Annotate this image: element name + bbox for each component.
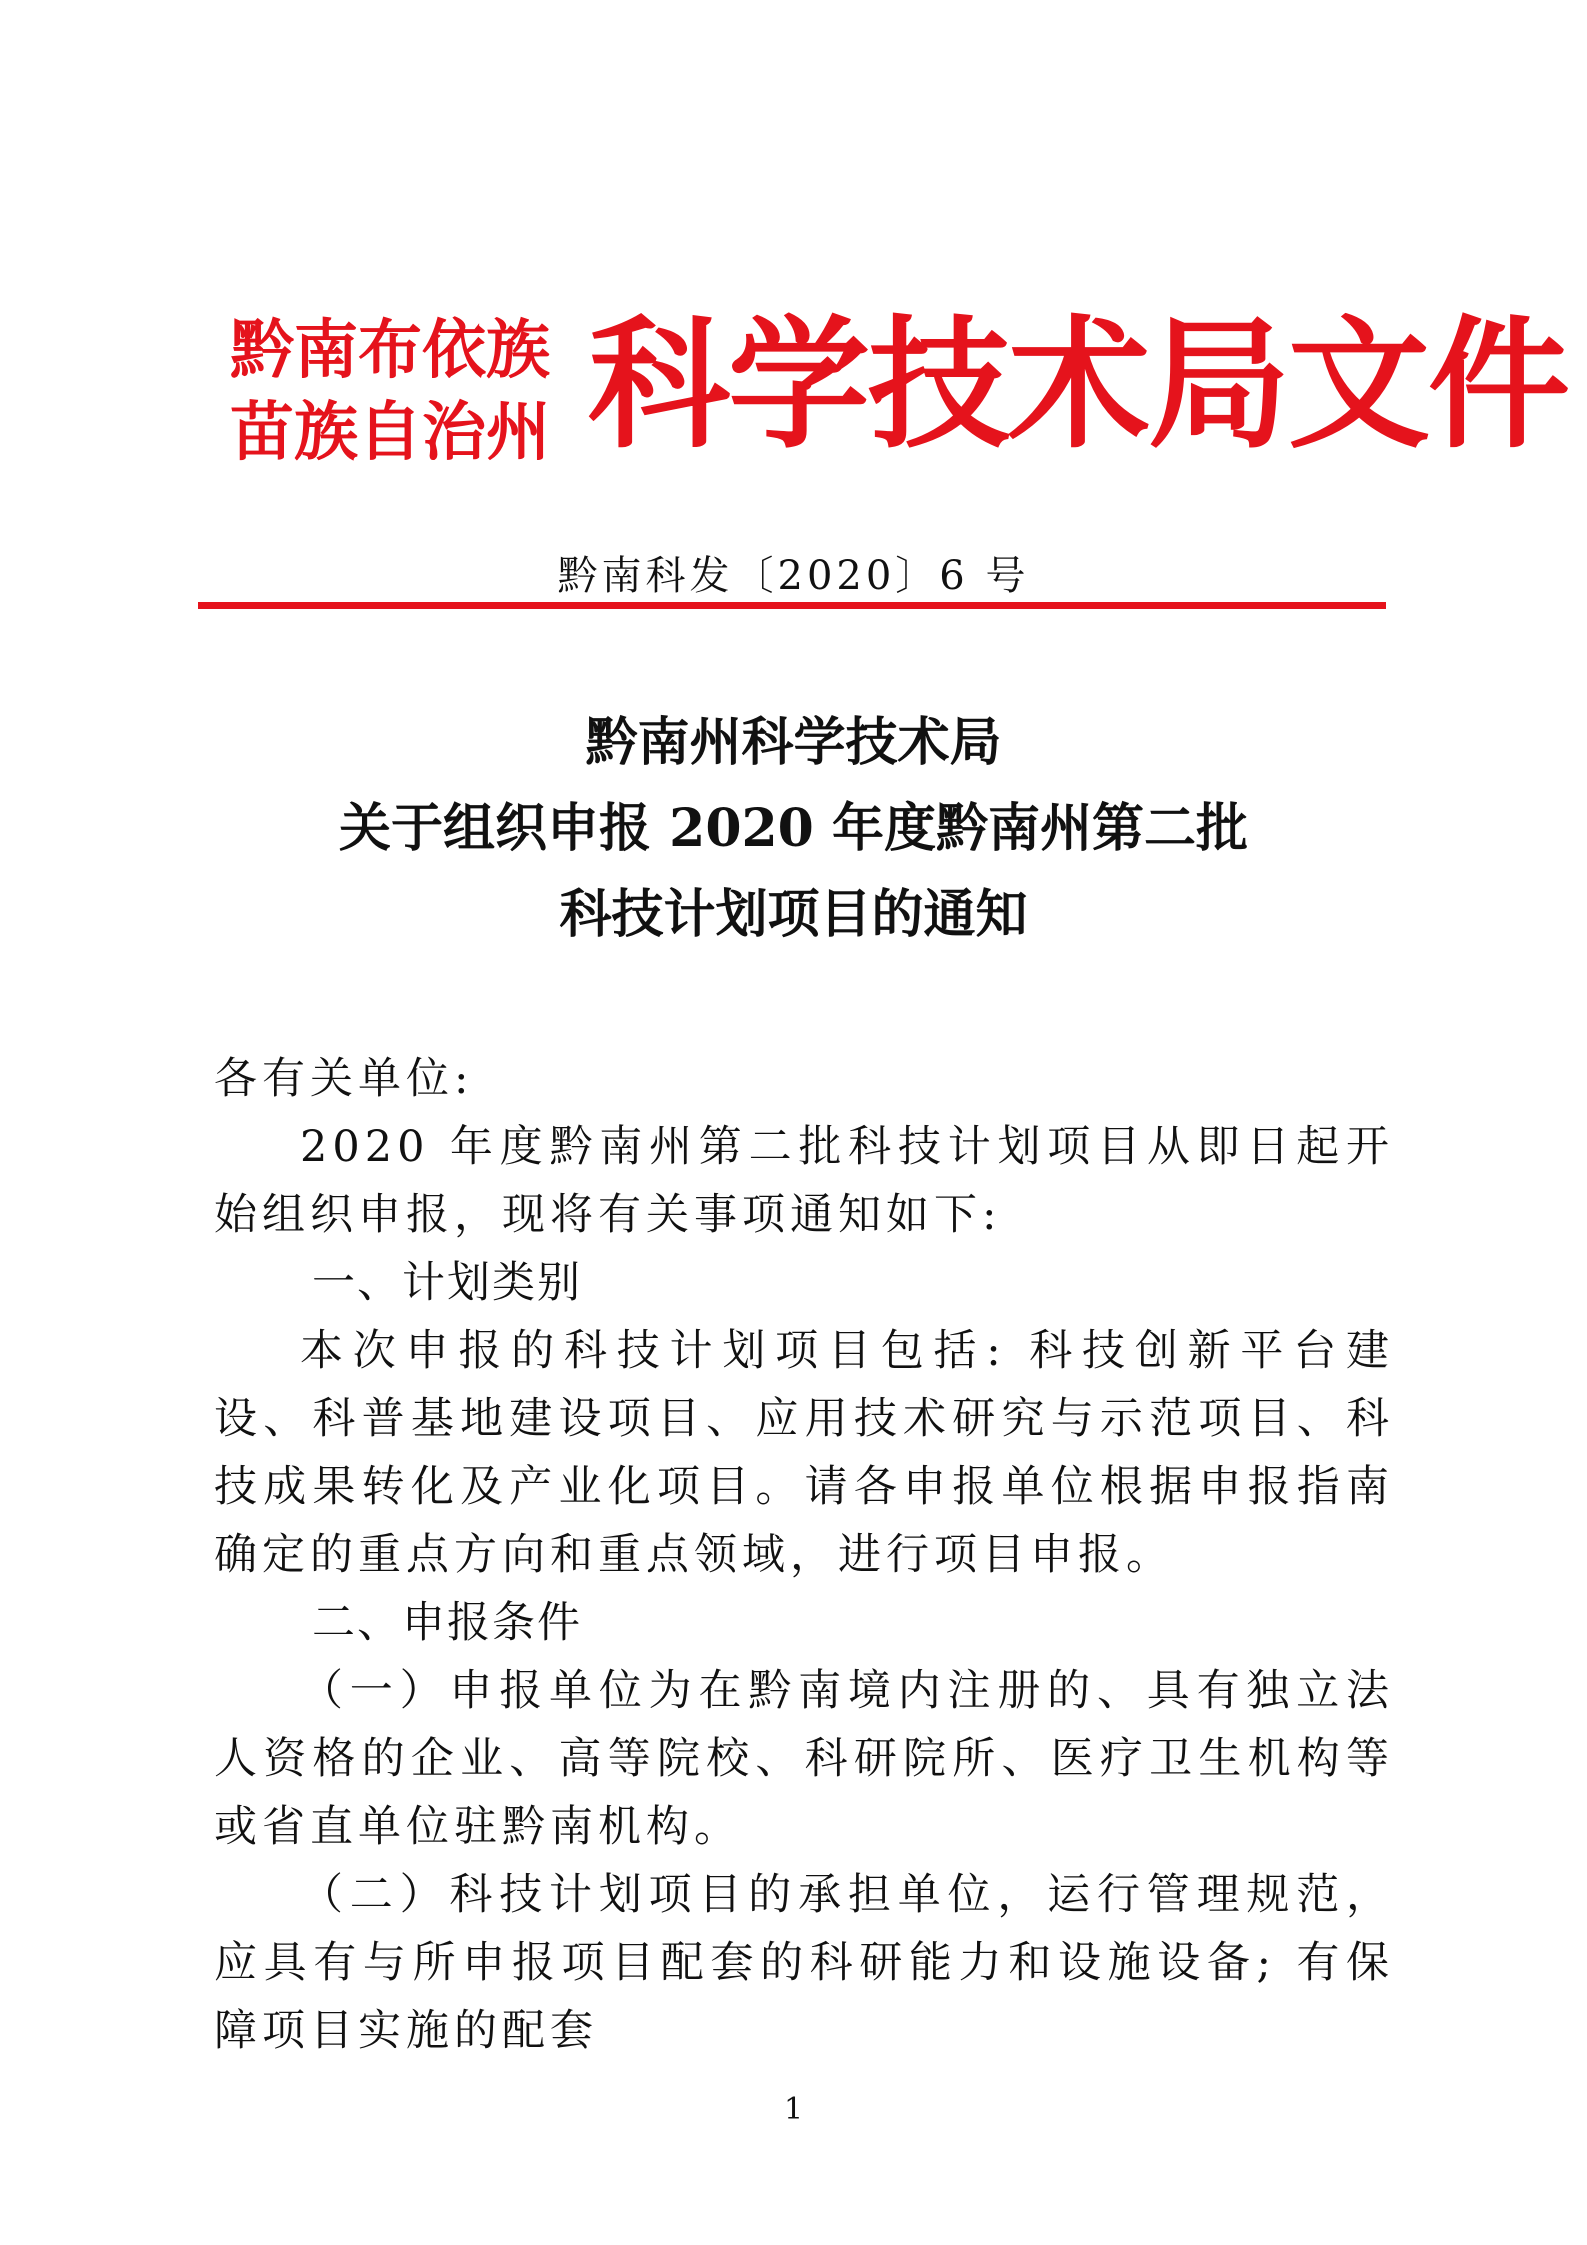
issuing-org-title: 科学技术局文件 [588,303,1568,468]
title-line1: 黔南州科学技术局 [585,712,1002,773]
intro-paragraph: 2020 年度黔南州第二批科技计划项目从即日起开始组织申报，现将有关事项通知如下: [214,1122,1394,1240]
red-divider-line [198,602,1386,609]
document-number: 黔南科发〔2020〕6 号 [557,553,1030,599]
document-header [230,300,1568,480]
salutation: 各有关单位: [214,1054,474,1104]
section2-item2: （二）科技计划项目的承担单位，运行管理规范，应具有与所申报项目配套的科研能力和设施设备; 有保障项目实施的配套 [214,1870,1394,2056]
issuing-org-name [230,310,580,474]
title-line3: 科技计划项目的通知 [559,884,1028,945]
section1-paragraph: 本次申报的科技计划项目包括: 科技创新平台建设、科普基地建设项目、应用技术研究与示范项目、科技成果转化及产业化项目。请各申报单位根据申报指南确定的重点方向和重点领域，进行项目申报。 [214,1326,1394,1580]
document-title [0,700,1587,958]
issuing-org-line2: 苗族自治州 [230,396,550,470]
page-number: 1 [783,2092,804,2127]
document-body [214,1045,1394,2065]
section1-heading: 一、计划类别 [312,1258,582,1308]
section2-item1: （一）申报单位为在黔南境内注册的、具有独立法人资格的企业、高等院校、科研院所、医疗卫生机构等或省直单位驻黔南机构。 [214,1666,1394,1852]
title-line2: 关于组织申报 2020 年度黔南州第二批 [339,798,1248,859]
issuing-org-line1: 黔南布依族 [230,314,550,388]
section2-heading: 二、申报条件 [312,1598,582,1648]
